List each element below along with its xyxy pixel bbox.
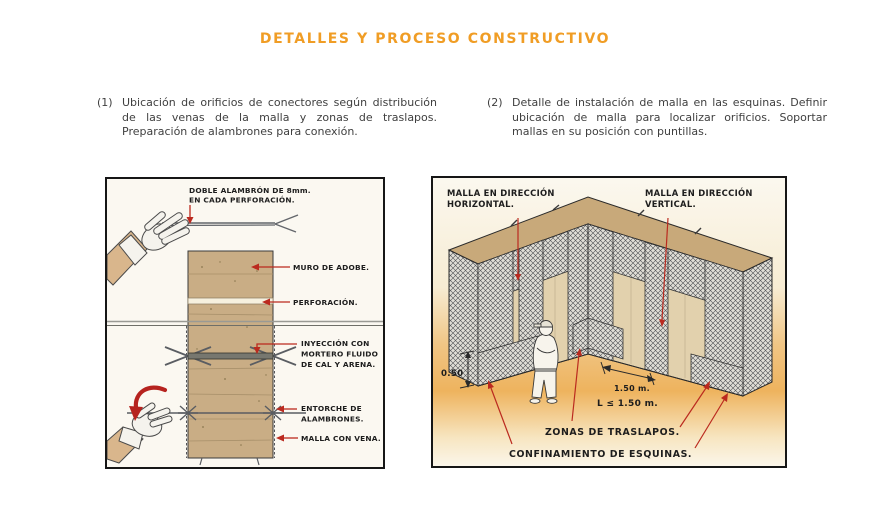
label-inyeccion-3: DE CAL Y ARENA. xyxy=(301,360,376,369)
injected-mortar-bar xyxy=(188,353,273,359)
label-doble-alambron-1: DOBLE ALAMBRÓN DE 8mm. xyxy=(189,186,311,195)
figure-2-panel xyxy=(431,176,787,468)
figure-1-drawing xyxy=(107,179,383,467)
wall-end-left xyxy=(449,250,478,386)
caption-2 xyxy=(487,96,827,140)
wall-end-right xyxy=(743,258,772,396)
figure-2-drawing xyxy=(433,178,785,466)
figure-1-panel xyxy=(105,177,385,469)
label-doble-alambron-2: EN CADA PERFORACIÓN. xyxy=(189,195,295,205)
label-malla-horizontal-2: HORIZONTAL. xyxy=(447,199,515,209)
caption-1-text: Ubicación de orificios de conectores según distribución de las venas de la malla y zonas de traslapos. Preparación de alambrones para conexión. xyxy=(122,96,437,139)
page-title: DETALLES Y PROCESO CONSTRUCTIVO xyxy=(259,31,611,47)
label-malla-vertical-2: VERTICAL. xyxy=(645,199,696,209)
caption-1 xyxy=(97,96,437,140)
label-dim-150: 1.50 m. xyxy=(614,384,650,393)
label-inyeccion-1: INYECCIÓN CON xyxy=(301,339,370,348)
label-zonas-traslapos: ZONAS DE TRASLAPOS. xyxy=(545,427,680,438)
label-inyeccion-2: MORTERO FLUIDO xyxy=(301,349,379,359)
caption-2-text: Detalle de instalación de malla en las esquinas. Definir ubicación de malla para localizar orificios. Soportar mallas en su posición con puntillas. xyxy=(512,96,827,139)
caption-2-number: (2) xyxy=(487,96,503,109)
label-malla-vertical-1: MALLA EN DIRECCIÓN xyxy=(645,188,753,198)
caption-1-number: (1) xyxy=(97,96,113,109)
label-dim-limit: L ≤ 1.50 m. xyxy=(597,399,658,409)
label-perforacion: PERFORACIÓN. xyxy=(293,298,358,307)
label-dim-050: 0.50 xyxy=(441,369,464,379)
gloved-hand-top xyxy=(107,215,186,285)
label-confinamiento-esquinas: CONFINAMIENTO DE ESQUINAS. xyxy=(509,449,693,460)
perforation-slot xyxy=(188,298,273,304)
label-malla-con-vena: MALLA CON VENA. xyxy=(301,434,381,443)
label-muro-de-adobe: MURO DE ADOBE. xyxy=(293,263,370,272)
label-entorche-2: ALAMBRONES. xyxy=(301,414,364,424)
label-malla-horizontal-1: MALLA EN DIRECCIÓN xyxy=(447,188,555,198)
label-entorche-1: ENTORCHE DE xyxy=(301,404,362,413)
